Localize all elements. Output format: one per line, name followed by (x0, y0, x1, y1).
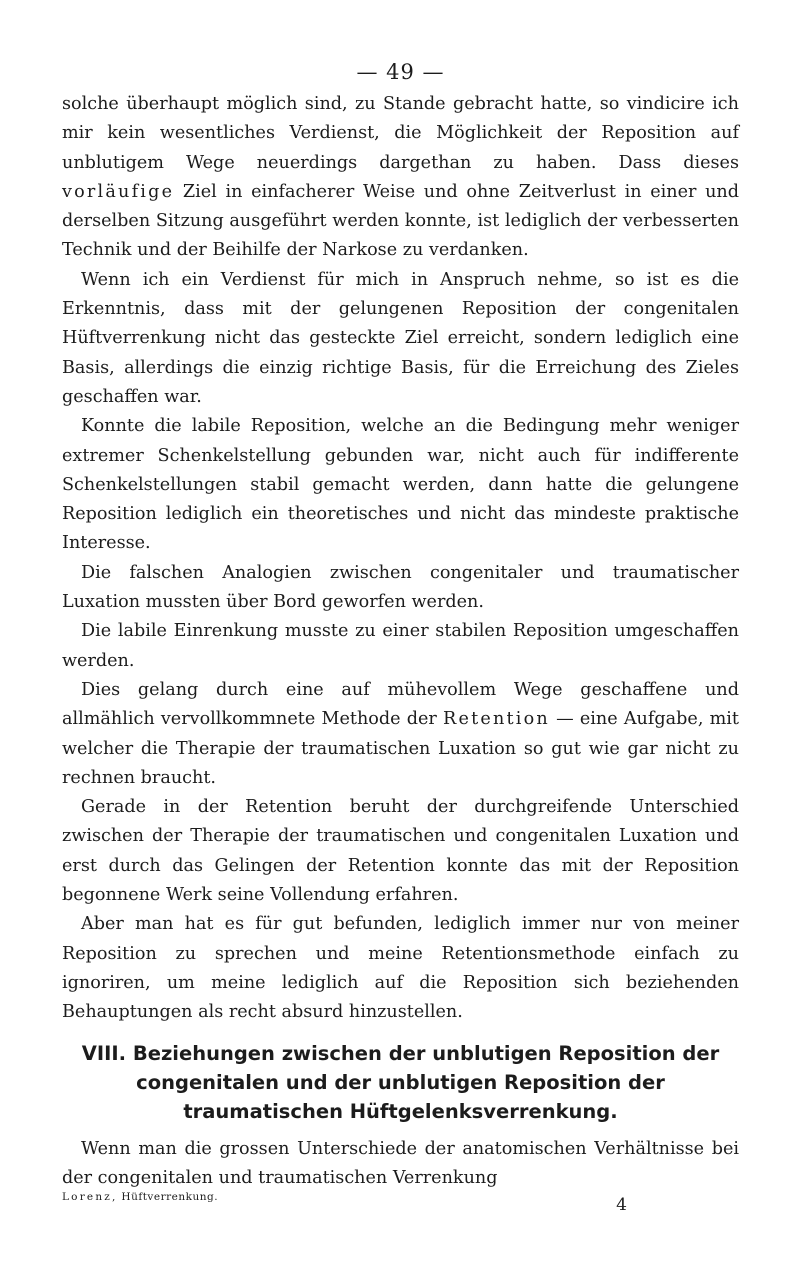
paragraph: Wenn ich ein Verdienst für mich in Anspruch nehme, so ist es die Erkenntnis, dass mit der gelungenen Reposition der congenitalen Hüftverrenkung nicht das gesteckte Ziel erreicht, sondern lediglich eine Basis, allerdings die einzig richtige Basis, für die Erreichung des Zieles geschaffen war. (62, 269, 739, 407)
paragraph (62, 676, 739, 793)
signature-line (62, 1191, 218, 1203)
sheet-number: 4 (616, 1195, 627, 1216)
sheet-signature (62, 1191, 739, 1216)
paragraph: Die labile Einrenkung musste zu einer stabilen Reposition umgeschaffen werden. (62, 621, 739, 671)
body-text (62, 90, 739, 1193)
emphasized-word: vorläufige (62, 181, 175, 202)
section-heading: VIII. Beziehungen zwischen der unblutigen Reposition der congenitalen und der unblutigen Reposition der traumatischen Hüftgelenksverrenkung. (81, 1041, 720, 1123)
paragraph: Aber man hat es für gut befunden, lediglich immer nur von meiner Reposition zu sprechen und meine Retentionsmethode einfach zu ignoriren, um meine lediglich auf die Reposition sich beziehenden Behauptungen als recht absurd hinzustellen. (62, 914, 739, 1023)
signature-title: Hüftverrenkung. (121, 1191, 219, 1204)
paragraph-text: — eine Aufgabe, mit welcher die Therapie der traumatischen Luxation so gut wie gar nicht zu rechnen braucht. (62, 709, 739, 788)
paragraph-text: Dies gelang durch eine auf mühevollem Wege geschaffene und allmählich vervollkommnete Methode der (62, 679, 739, 730)
paragraph-text: solche überhaupt möglich sind, zu Stande gebracht hatte, so vindicire ich mir kein wesentliches Verdienst, die Möglichkeit der Reposition auf unblutigem Wege neuerdings dargethan zu haben. Dass dieses (62, 94, 739, 173)
signature-author: Lorenz, (62, 1191, 118, 1204)
paragraph: Die falschen Analogien zwischen congenitaler und traumatischer Luxation mussten über Bord geworfen werden. (62, 562, 739, 613)
page-number: — 49 — (356, 60, 445, 84)
paragraph (62, 90, 739, 266)
paragraph: Wenn man die grossen Unterschiede der anatomischen Verhältnisse bei der congenitalen und traumatischen Verrenkung (62, 1138, 739, 1188)
paragraph-text: Ziel in einfacherer Weise und ohne Zeitverlust in einer und derselben Sitzung ausgeführt werden konnte, ist lediglich der verbesserten Technik und der Beihilfe der Narkose zu verdanken. (62, 181, 739, 261)
document-page (62, 54, 739, 1216)
paragraph: Gerade in der Retention beruht der durchgreifende Unterschied zwischen der Therapie der traumatischen und congenitalen Luxation und erst durch das Gelingen der Retention konnte das mit der Reposition begonnene Werk seine Vollendung erfahren. (62, 797, 739, 906)
emphasized-word: Retention (443, 709, 550, 730)
paragraph: Konnte die labile Reposition, welche an die Bedingung mehr weniger extremer Schenkelstellung gebunden war, nicht auch für indifferente Schenkelstellungen stabil gemacht werden, dann hatte die gelungene Reposition lediglich ein theoretisches und nicht das mindeste praktische Interesse. (62, 416, 739, 554)
